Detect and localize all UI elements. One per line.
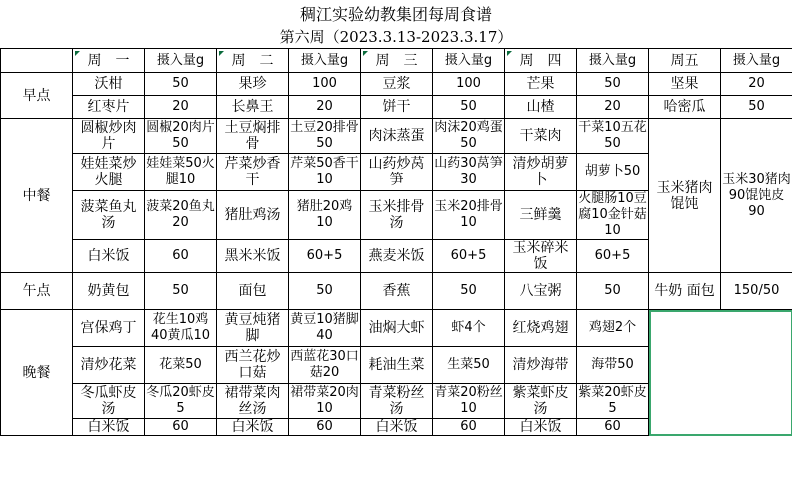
qty-cell[interactable]: 60	[145, 240, 217, 273]
dish-cell[interactable]: 玉米碎米饭	[505, 240, 577, 273]
qty-cell[interactable]: 鸡翅2个	[577, 310, 649, 347]
qty-cell[interactable]: 60+5	[577, 240, 649, 273]
qty-cell[interactable]: 100	[289, 73, 361, 96]
friday-lunch-dish[interactable]: 玉米猪肉馄饨	[649, 119, 721, 273]
header-day-5[interactable]: 周五	[649, 49, 721, 73]
header-day-4[interactable]: 周 四	[505, 49, 577, 73]
qty-cell[interactable]: 20	[721, 73, 792, 96]
dish-cell[interactable]: 肉沫蒸蛋	[361, 119, 433, 154]
dish-cell[interactable]: 红枣片	[73, 96, 145, 119]
dish-cell[interactable]: 紫菜虾皮汤	[505, 384, 577, 419]
qty-cell[interactable]: 50	[289, 273, 361, 310]
header-row	[1, 49, 792, 73]
dish-cell[interactable]: 白米饭	[73, 240, 145, 273]
dish-cell[interactable]: 娃娃菜炒火腿	[73, 154, 145, 191]
dish-cell[interactable]: 面包	[217, 273, 289, 310]
dish-cell[interactable]: 青菜粉丝汤	[361, 384, 433, 419]
page-subtitle: 第六周（2023.3.13-2023.3.17）	[279, 28, 513, 46]
qty-cell[interactable]: 黄豆10猪脚40	[289, 310, 361, 347]
dish-cell[interactable]: 三鲜羹	[505, 191, 577, 240]
qty-cell[interactable]: 150/50	[721, 273, 792, 310]
qty-cell[interactable]: 50	[577, 73, 649, 96]
qty-cell[interactable]: 圆椒20肉片50	[145, 119, 217, 154]
qty-cell[interactable]: 火腿肠10豆腐10金针菇10	[578, 191, 647, 238]
qty-cell[interactable]: 20	[289, 96, 361, 119]
dish-cell[interactable]: 红烧鸡翅	[505, 310, 577, 347]
dish-cell[interactable]: 白米饭	[217, 419, 289, 436]
qty-cell[interactable]: 20	[145, 96, 217, 119]
qty-cell[interactable]: 山药30莴笋30	[433, 154, 505, 191]
qty-cell[interactable]: 50	[433, 96, 505, 119]
table-row	[1, 310, 792, 347]
dish-cell[interactable]: 沃柑	[73, 73, 145, 96]
dish-cell[interactable]: 长鼻王	[217, 96, 289, 119]
table-row	[1, 273, 792, 310]
dish-cell[interactable]: 菠菜鱼丸汤	[73, 191, 145, 240]
qty-cell[interactable]: 50	[577, 273, 649, 310]
dish-cell[interactable]: 清炒胡萝卜	[505, 154, 577, 191]
header-qty[interactable]: 摄入量g	[145, 49, 217, 73]
qty-cell[interactable]: 50	[721, 96, 792, 119]
qty-cell[interactable]: 50	[145, 73, 217, 96]
qty-cell[interactable]: 青菜20粉丝10	[433, 384, 505, 419]
qty-cell[interactable]: 60+5	[433, 240, 505, 273]
meal-label-dinner[interactable]: 晚餐	[1, 310, 73, 436]
dish-cell[interactable]: 白米饭	[361, 419, 433, 436]
dish-cell[interactable]: 白米饭	[505, 419, 577, 436]
dish-cell[interactable]: 芒果	[505, 73, 577, 96]
qty-cell[interactable]: 紫菜20虾皮5	[577, 384, 649, 419]
dish-cell[interactable]: 饼干	[361, 96, 433, 119]
dish-cell[interactable]: 清炒花菜	[73, 347, 145, 384]
dish-cell[interactable]: 果珍	[217, 73, 289, 96]
dish-cell[interactable]: 牛奶 面包	[649, 273, 721, 310]
table-row	[1, 119, 792, 154]
friday-lunch-qty[interactable]: 玉米30猪肉90馄饨皮90	[721, 119, 792, 273]
dish-cell[interactable]: 山楂	[505, 96, 577, 119]
qty-cell[interactable]: 60	[289, 419, 361, 436]
header-day-1[interactable]: 周 一	[73, 49, 145, 73]
qty-cell[interactable]: 60	[577, 419, 649, 436]
dish-cell[interactable]: 宫保鸡丁	[73, 310, 145, 347]
qty-cell[interactable]: 海带50	[577, 347, 649, 384]
dish-cell[interactable]: 奶黄包	[73, 273, 145, 310]
qty-cell[interactable]: 西蓝花30口菇20	[289, 347, 361, 384]
qty-cell[interactable]: 60+5	[289, 240, 361, 273]
qty-cell[interactable]: 花生10鸡40黄瓜10	[145, 310, 217, 347]
qty-cell[interactable]: 50	[433, 273, 505, 310]
menu-table	[0, 48, 792, 436]
dish-cell[interactable]: 豆浆	[361, 73, 433, 96]
dish-cell[interactable]: 裙带菜肉丝汤	[217, 384, 289, 419]
dish-cell[interactable]: 圆椒炒肉片	[73, 119, 145, 154]
qty-cell[interactable]: 50	[145, 273, 217, 310]
qty-cell[interactable]: 肉沫20鸡蛋50	[433, 119, 505, 154]
qty-cell[interactable]: 菠菜20鱼丸20	[145, 191, 217, 240]
dish-cell[interactable]: 香蕉	[361, 273, 433, 310]
qty-cell[interactable]: 裙带菜20肉10	[289, 384, 361, 419]
qty-cell[interactable]: 土豆20排骨50	[289, 119, 361, 154]
qty-cell[interactable]: 干菜10五花50	[577, 119, 649, 154]
table-row	[1, 73, 792, 96]
meal-label-snack[interactable]: 午点	[1, 273, 73, 310]
dish-cell[interactable]: 清炒海带	[505, 347, 577, 384]
qty-cell[interactable]: 娃娃菜50火腿10	[145, 154, 217, 191]
dish-cell[interactable]: 黑米米饭	[217, 240, 289, 273]
dish-cell[interactable]: 冬瓜虾皮汤	[73, 384, 145, 419]
qty-cell[interactable]: 100	[433, 73, 505, 96]
header-blank[interactable]	[1, 49, 73, 73]
dish-cell[interactable]: 黄豆炖猪脚	[217, 310, 289, 347]
dish-cell[interactable]: 山药炒莴笋	[361, 154, 433, 191]
table-row	[1, 96, 792, 119]
dish-cell[interactable]: 八宝粥	[505, 273, 577, 310]
qty-cell[interactable]: 60	[145, 419, 217, 436]
qty-cell[interactable]: 60	[433, 419, 505, 436]
dish-cell[interactable]: 燕麦米饭	[361, 240, 433, 273]
qty-cell[interactable]: 猪肚20鸡10	[289, 191, 361, 240]
qty-cell[interactable]: 芹菜50香干10	[289, 154, 361, 191]
dish-cell[interactable]: 坚果	[649, 73, 721, 96]
dish-cell[interactable]: 玉米排骨汤	[361, 191, 433, 240]
header-qty[interactable]: 摄入量g	[289, 49, 361, 73]
meal-label-lunch[interactable]: 中餐	[1, 119, 73, 273]
dish-cell[interactable]: 土豆焖排骨	[217, 119, 289, 154]
dish-cell[interactable]: 芹菜炒香干	[217, 154, 289, 191]
header-day-3[interactable]: 周 三	[361, 49, 433, 73]
qty-cell[interactable]: 花菜50	[145, 347, 217, 384]
dish-cell[interactable]: 白米饭	[73, 419, 145, 436]
meal-label-breakfast[interactable]: 早点	[1, 73, 73, 119]
qty-cell[interactable]: 胡萝卜50	[577, 154, 649, 191]
header-qty[interactable]: 摄入量g	[433, 49, 505, 73]
qty-cell[interactable]: 20	[577, 96, 649, 119]
header-qty[interactable]: 摄入量g	[721, 49, 792, 73]
dish-cell[interactable]: 耗油生菜	[361, 347, 433, 384]
header-qty[interactable]: 摄入量g	[577, 49, 649, 73]
header-day-2[interactable]: 周 二	[217, 49, 289, 73]
qty-cell[interactable]: 冬瓜20虾皮5	[145, 384, 217, 419]
dish-cell[interactable]: 猪肚鸡汤	[217, 191, 289, 240]
qty-cell[interactable]: 生菜50	[433, 347, 505, 384]
selected-empty-cell[interactable]	[649, 310, 792, 436]
page-title: 稠江实验幼教集团每周食谱	[299, 5, 492, 24]
dish-cell[interactable]: 油焖大虾	[361, 310, 433, 347]
qty-cell[interactable]: 玉米20排骨10	[433, 191, 505, 240]
dish-cell[interactable]: 干菜肉	[505, 119, 577, 154]
dish-cell[interactable]: 哈密瓜	[649, 96, 721, 119]
qty-cell[interactable]: 虾4个	[433, 310, 505, 347]
dish-cell[interactable]: 西兰花炒口菇	[217, 347, 289, 384]
